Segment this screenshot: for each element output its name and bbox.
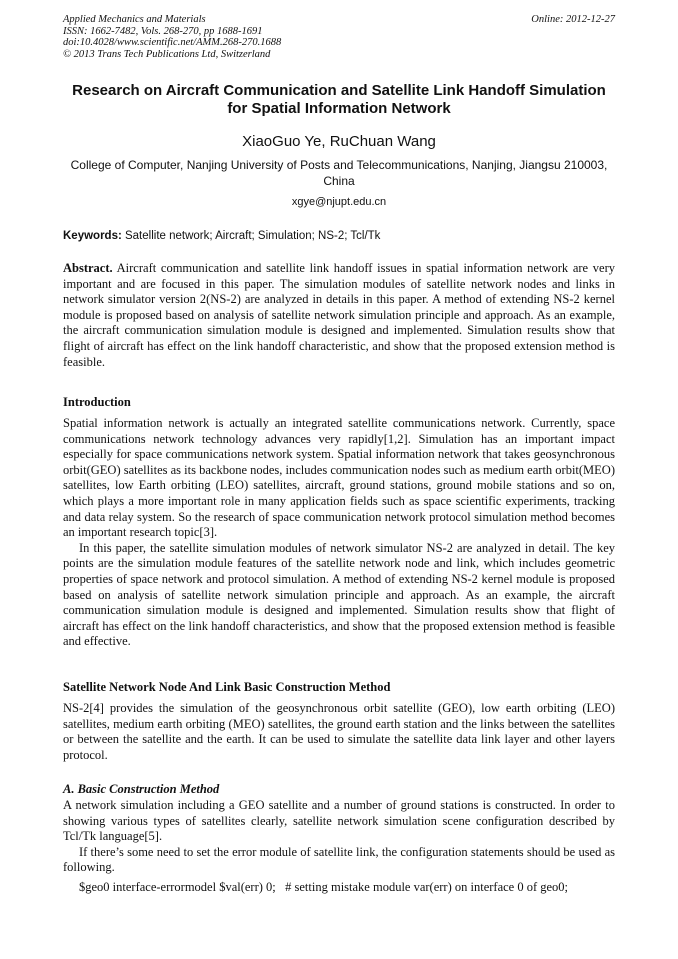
abstract-label: Abstract.	[63, 261, 113, 275]
author-affiliation: College of Computer, Nanjing University of Posts and Telecommunications, Nanjing, Jiangsu 210003, China	[70, 158, 608, 188]
subsection-a-body	[63, 798, 615, 876]
abstract-text: Aircraft communication and satellite link handoff issues in spatial information network are very important and are focused in this paper. The simulation modules of satellite network nodes and links in network simulator version 2(NS-2) are analyzed in details in this paper. A method of extending NS-2 kernel module is proposed based on analysis of satellite network simulation principle and approach. As an example, the aircraft communication simulation module is designed and implemented. Simulation results show that flight of aircraft has effect on the link handoff characteristic, and show that the proposed extension method is feasible.	[63, 261, 615, 369]
paper-title: Research on Aircraft Communication and Satellite Link Handoff Simulation for Spatial Information Network	[72, 82, 606, 117]
subsection-a-paragraph-2: If there’s some need to set the error module of satellite link, the configuration statements should be used as following.	[63, 844, 615, 875]
journal-name: Applied Mechanics and Materials	[63, 14, 206, 25]
online-date: Online: 2012-12-27	[531, 14, 615, 25]
introduction-paragraph-2: In this paper, the satellite simulation modules of network simulator NS-2 are analyzed in detail. The key points are the simulation module features of the satellite network node and link, which includes geometric properties of space network and protocol simulation. A method of extending NS-2 kernel module is proposed based on analysis of satellite network simulation principle and approach. As an example, the aircraft communication simulation module is designed and implemented. Simulation results show that flight of aircraft has effect on the link handoff characteristics, and show that the proposed extension method is feasible and effective.	[63, 540, 615, 649]
issn-line: ISSN: 1662-7482, Vols. 268-270, pp 1688-1691	[63, 25, 263, 37]
introduction-paragraph-1: Spatial information network is actually an integrated satellite communications network. Currently, space communications network technology advances very rapidly[1,2]. Simulation has an important impact especially for space communications network system. Spatial information network that takes geosynchronous orbit(GEO) satellites as its backbone nodes, includes communication nodes such as medium earth orbit(MEO) satellites, low Earth orbiting (LEO) satellites, aircraft, ground stations, ground mobile stations and so on, which plays a more important role in many application fields such as space scientific experiments, tracking and data relay system. So the research of space communication network protocol simulation method becomes an important research topic[3].	[63, 416, 615, 540]
code-statement: $geo0 interface-errormodel $val(err) 0; # setting mistake module var(err) on interface 0 of geo0;	[79, 880, 569, 894]
satellite-section-body	[63, 701, 615, 763]
satellite-section-heading: Satellite Network Node And Link Basic Construction Method	[63, 680, 391, 694]
introduction-body	[63, 416, 615, 650]
keywords-label: Keywords:	[63, 230, 122, 242]
copyright-line: © 2013 Trans Tech Publications Ltd, Switzerland	[63, 48, 271, 60]
author-email: xgye@njupt.edu.cn	[291, 196, 387, 208]
paper-authors: XiaoGuo Ye, RuChuan Wang	[242, 133, 436, 150]
subsection-a-heading: A. Basic Construction Method	[63, 782, 220, 796]
doi-line: doi:10.4028/www.scientific.net/AMM.268-270.1688	[63, 37, 282, 48]
journal-header	[63, 14, 615, 60]
keywords-text: Satellite network; Aircraft; Simulation; NS-2; Tcl/Tk	[121, 230, 381, 242]
keywords	[63, 230, 615, 242]
introduction-heading: Introduction	[63, 395, 131, 409]
subsection-a-paragraph-1: A network simulation including a GEO satellite and a number of ground stations is constructed. In order to showing various types of satellites clearly, satellite network simulation scene configuration described by Tcl/Tk language[5].	[63, 798, 615, 844]
satellite-paragraph-1: NS-2[4] provides the simulation of the geosynchronous orbit satellite (GEO), low earth orbiting (LEO) satellites, medium earth orbiting (MEO) satellites, the ground earth station and the links between the satellites or between the satellite and the earth. It can be used to simulate the satellite data link layer and other layers protocol.	[63, 701, 615, 762]
abstract	[63, 261, 615, 370]
